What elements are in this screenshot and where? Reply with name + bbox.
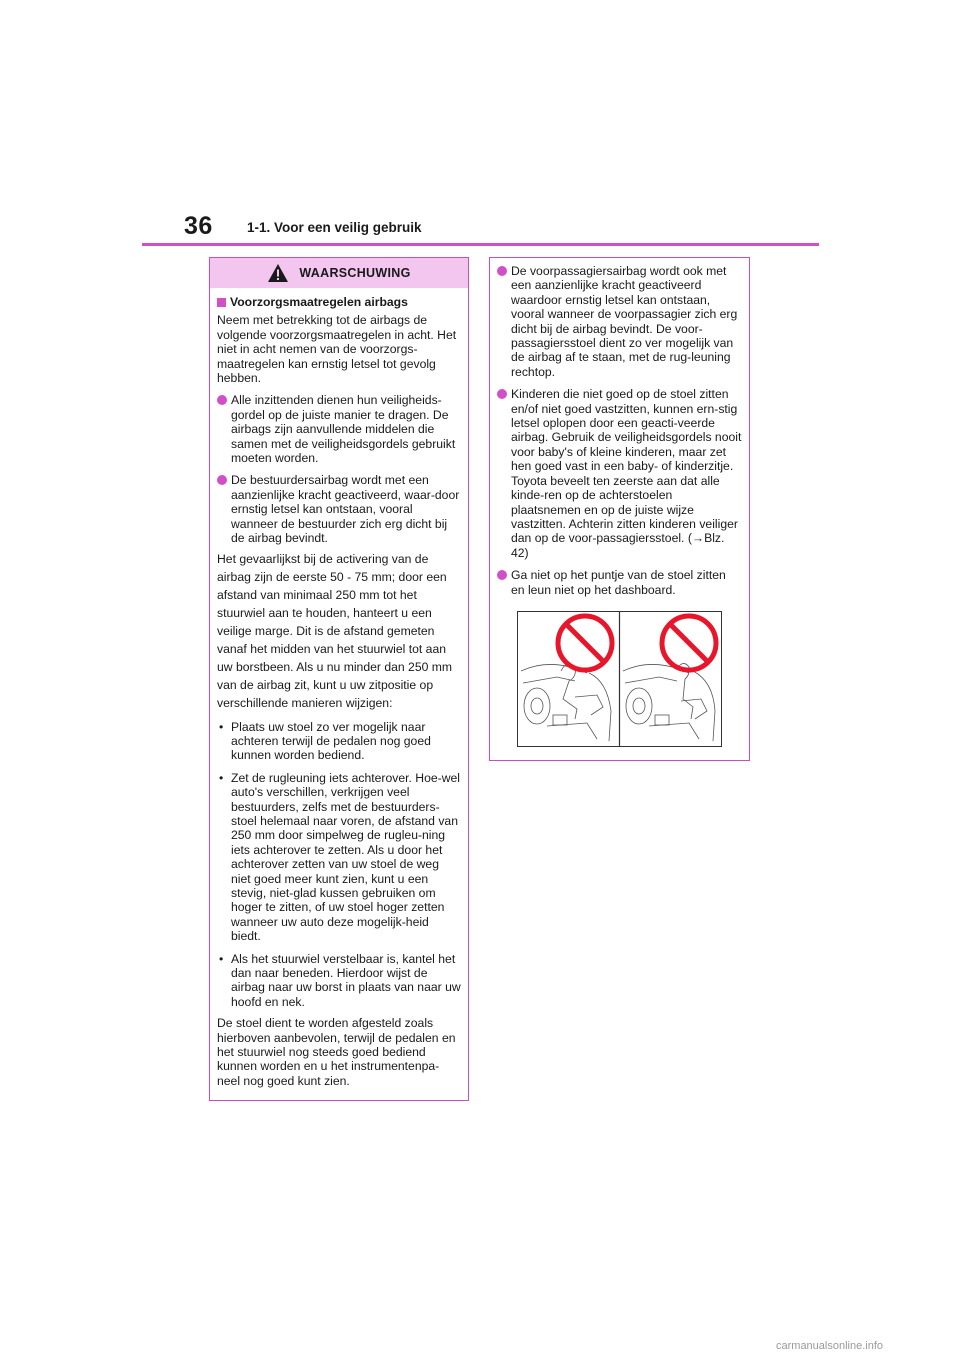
- list-item-text: Plaats uw stoel zo ver mogelijk naar achteren terwijl de pedalen nog goed kunnen worden bediend.: [231, 719, 431, 763]
- list-item: [217, 393, 461, 465]
- square-bullet-icon: [217, 298, 226, 307]
- dash-bullet: •: [219, 951, 224, 966]
- dash-bullet: •: [219, 719, 224, 734]
- warning-box-right: [489, 257, 750, 761]
- list-item-text: Als het stuurwiel verstelbaar is, kantel het dan naar beneden. Hierdoor wijst de airbag naar uw borst in plaats van naar uw hoofd en nek.: [231, 951, 461, 1009]
- bullet-dot-icon: [497, 570, 507, 580]
- list-item-text: Kinderen die niet goed op de stoel zitten en/of niet goed vastzitten, kunnen ern-stig letsel oplopen door een geacti-veerde airbag. Gebruik de veiligheidsgordels nooit voor baby's of kleine kinderen, maar zet hen goed vast in een baby- of kinderzitje. Toyota beveelt ten zeerste aan dat alle kinde-ren op de achterstoelen plaatsnemen en op de juiste wijze vastzitten. Achterin zitten kinderen veiliger dan op de voor-passagiersstoel. (→Blz. 42): [511, 387, 742, 560]
- list-item-text: Ga niet op het puntje van de stoel zitten en leun niet op het dashboard.: [511, 568, 726, 597]
- list-item: [217, 473, 461, 545]
- closing-paragraph: De stoel dient te worden afgesteld zoals hierboven aanbevolen, terwijl de pedalen en het stuurwiel nog steeds goed bediend kunnen worden en u het instrumentenpa-neel nog goed kunt zien.: [217, 1016, 456, 1088]
- list-item: [217, 720, 461, 763]
- list-item-text: Alle inzittenden dienen hun veiligheids-gordel op de juiste manier te dragen. De airbags zijn aanvullende middelen die samen met de veiligheidsgordels gebruikt moeten worden.: [231, 393, 456, 466]
- list-item: [497, 264, 742, 379]
- dash-bullet: •: [219, 770, 224, 785]
- list-item: [497, 568, 742, 597]
- bullet-dot-icon: [497, 389, 507, 399]
- list-item: [217, 952, 461, 1010]
- list-item-text: Zet de rugleuning iets achterover. Hoe-wel auto's verschillen, verkrijgen veel bestuurders, zelfs met de bestuurders-stoel helemaal naar voren, de afstand van 250 mm door simpelweg de rugleu-ning iets achterover te zetten. Als u door het achterover zetten van uw stoel de weg niet goed meer kunt zien, kunt u een stevig, niet-glad kussen gebruiken om hoger te zitten, of uw stoel hoger zetten wanneer uw auto deze mogelijk-heid biedt.: [231, 770, 460, 944]
- watermark: carmanualsonline.info: [776, 1340, 884, 1352]
- list-item: [497, 387, 742, 560]
- warning-label: WAARSCHUWING: [299, 266, 411, 280]
- header-rule: [142, 243, 819, 246]
- seating-illustration: [517, 611, 722, 747]
- warning-header: [210, 258, 468, 288]
- list-item-text: De bestuurdersairbag wordt met een aanzienlijke kracht geactiveerd, waar-door ernstig letsel kan ontstaan, vooral wanneer de bestuurder zich erg dicht bij de airbag bevindt.: [231, 473, 460, 546]
- subheading-text: Voorzorgsmaatregelen airbags: [230, 295, 408, 309]
- distance-paragraph: Het gevaarlijkst bij de activering van de airbag zijn de eerste 50 - 75 mm; door een afstand van minimaal 250 mm tot het stuurwiel aan te houden, hanteert u een veilige marge. Dit is de afstand gemeten vanaf het midden van het stuurwiel tot aan uw borstbeen. Als u nu minder dan 250 mm van de airbag zit, kunt u uw zitpositie op verschillende manieren wijzigen:: [217, 551, 453, 710]
- page-number: 36: [184, 212, 213, 240]
- bullet-dot-icon: [217, 475, 227, 485]
- bullet-dot-icon: [497, 266, 507, 276]
- intro-paragraph: Neem met betrekking tot de airbags de volgende voorzorgsmaatregelen in acht. Het niet in acht nemen van de voorzorgs-maatregelen kan ernstig letsel tot gevolg hebben.: [217, 313, 457, 386]
- section-title: 1-1. Voor een veilig gebruik: [247, 220, 422, 235]
- subheading: [217, 295, 461, 309]
- list-item: [217, 771, 461, 944]
- warning-triangle-icon: [267, 263, 289, 283]
- warning-box-left: [209, 257, 469, 1101]
- bullet-dot-icon: [217, 395, 227, 405]
- list-item-text: De voorpassagiersairbag wordt ook met een aanzienlijke kracht geactiveerd waardoor ernstig letsel kan ontstaan, vooral wanneer de voorpassagier zich erg dicht bij de airbag bevindt. De voor-passagiersstoel dient zo ver mogelijk van de airbag af te staan, met de rug-leuning rechtop.: [511, 264, 738, 379]
